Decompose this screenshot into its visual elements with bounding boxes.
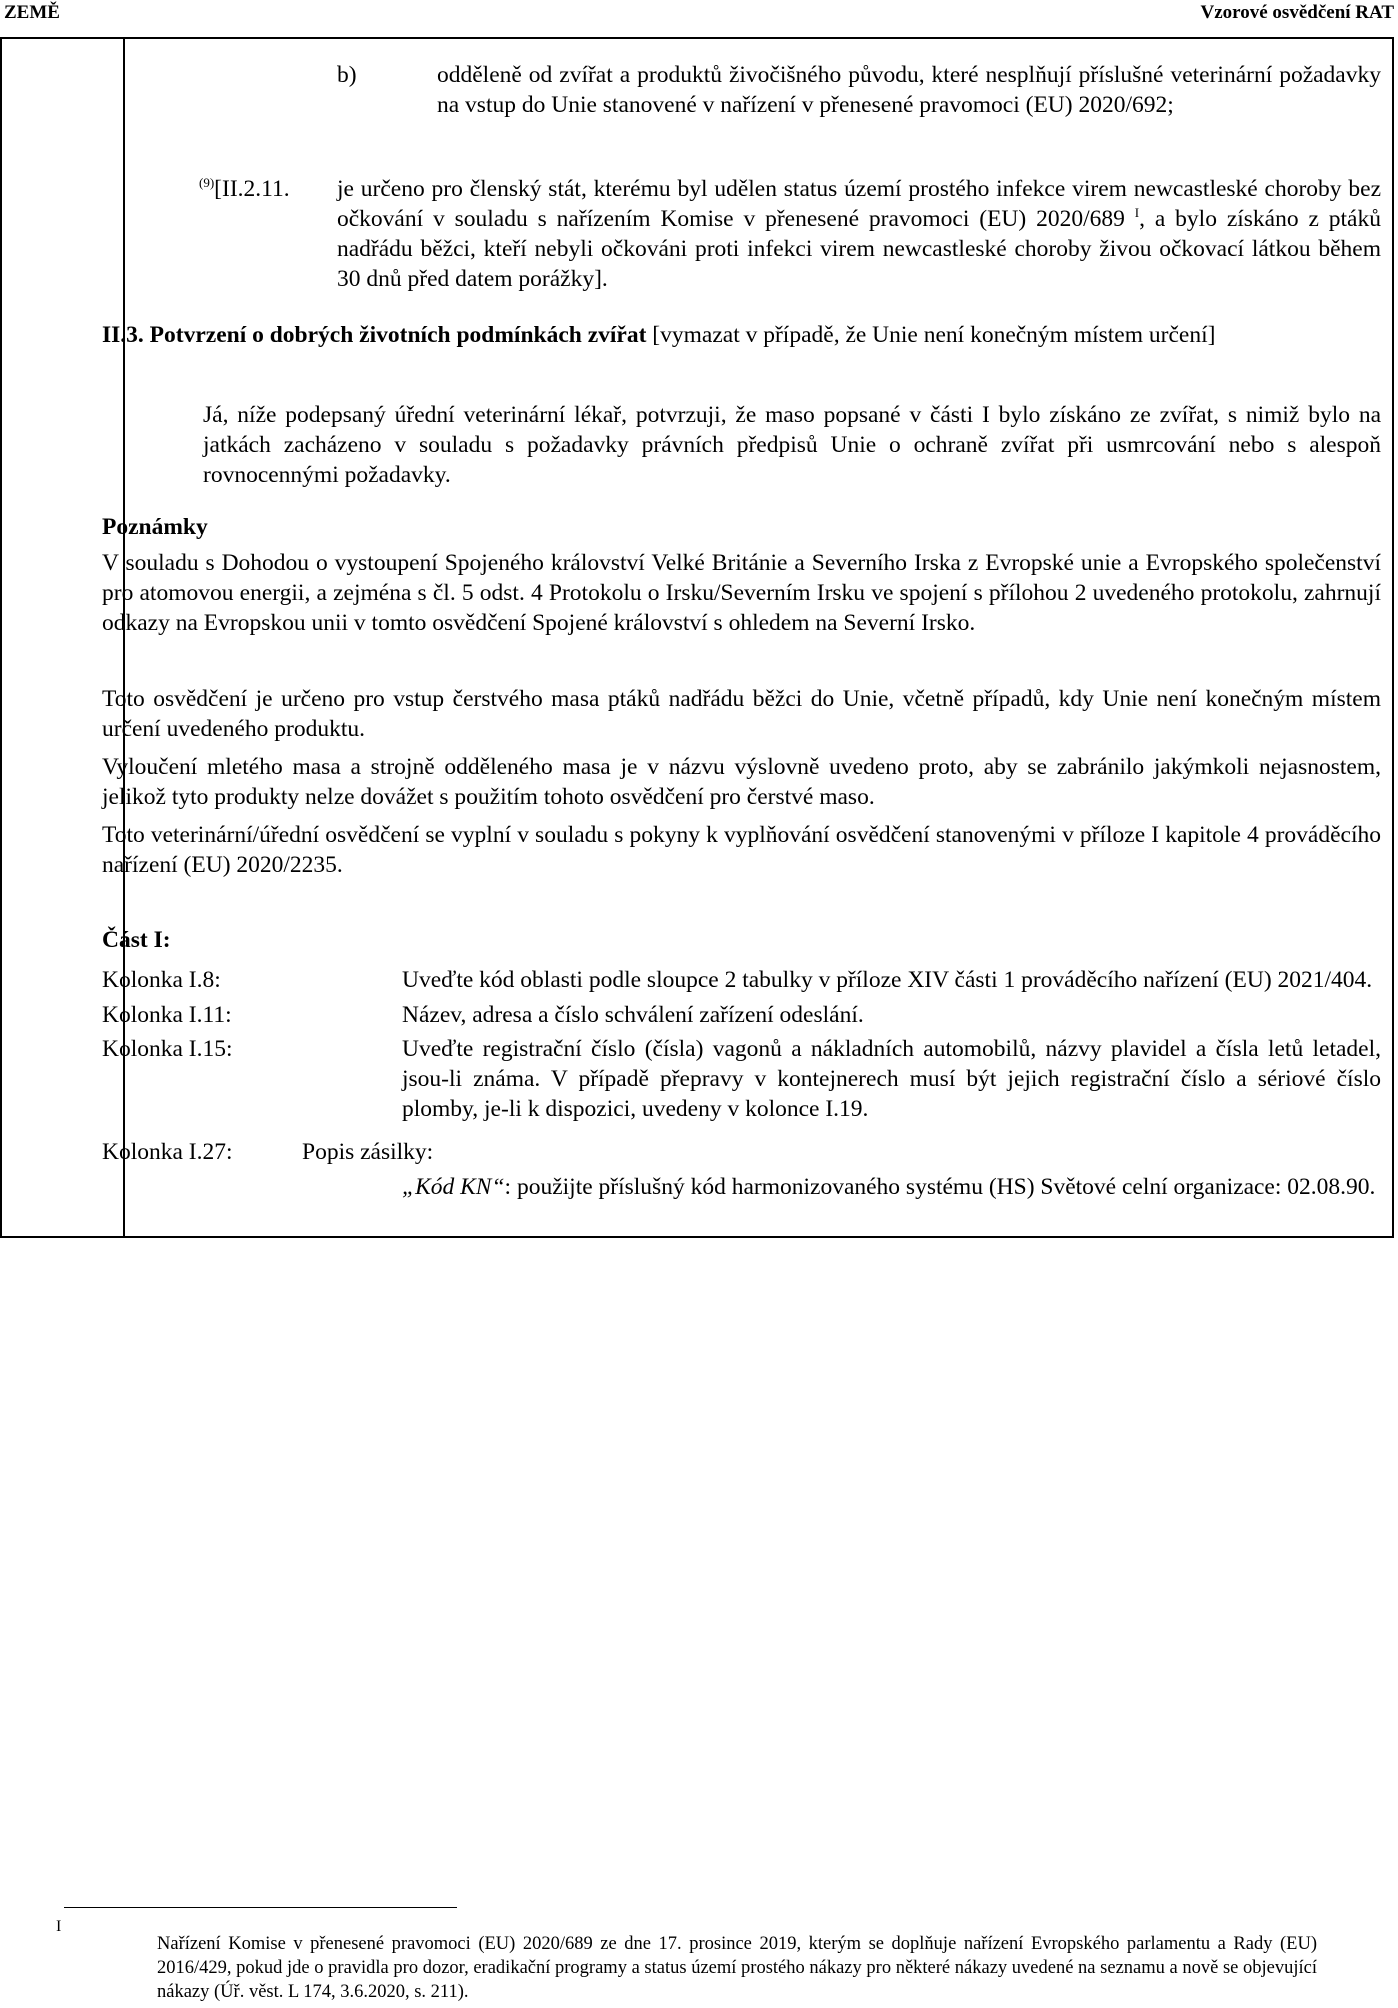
box-i27-label: Kolonka I.27: bbox=[102, 1139, 233, 1165]
footnote-text: Nařízení Komise v přenesené pravomoci (EU) 2020/689 ze dne 17. prosince 2019, kterým se doplňuje nařízení Evropského parlamentu a Rady (EU) 2016/429, pokud jde o pravidla pro dozor, eradikační programy a status území prostého nákazy pro některé nákazy uvedené na seznamu a nově se objevující nákazy (Úř. věst. L 174, 3.6.2020, s. 211). bbox=[157, 1934, 1317, 2002]
notes-paragraph-2: Toto osvědčení je určeno pro vstup čerstvého masa ptáků nadřádu běžci do Unie, včetně případů, kdy Unie není konečným místem určení uvedeného produktu. bbox=[102, 686, 1381, 742]
section-2-3-title: Potvrzení o dobrých životních podmínkách zvířat bbox=[149, 322, 647, 348]
notes-paragraph-4: Toto veterinární/úřední osvědčení se vyplní v souladu s pokyny k vyplňování osvědčení stanovenými v příloze I kapitole 4 prováděcího nařízení (EU) 2020/2235. bbox=[102, 822, 1381, 878]
item-2-11-text-part1: je určeno pro členský stát, kterému byl udělen status území prostého infekce virem newcastleské choroby bez očkování v souladu s nařízením Komise v přenesené pravomoci (EU) 2020/689 bbox=[337, 176, 1381, 232]
footnote-mark: I bbox=[56, 1918, 62, 1935]
item-2-11-text-part2: , a bylo získáno z ptáků nadřádu běžci, kteří nebyli očkováni proti infekci virem newcastleské choroby živou očkovací látkou během 30 dnů před datem porážky]. bbox=[337, 206, 1381, 292]
section-2-3-heading bbox=[102, 320, 1381, 350]
box-i15-text: Uveďte registrační číslo (čísla) vagonů a nákladních automobilů, názvy plavidel a čísla letů letadel, jsou-li známa. V případě přepravy v kontejnerech musí být jejich registrační číslo a sériové číslo plomby, je-li k dispozici, uvedeny v kolonce I.19. bbox=[402, 1036, 1381, 1122]
box-i11-text: Název, adresa a číslo schválení zařízení odeslání. bbox=[402, 1002, 864, 1028]
part-1-title: Část I: bbox=[102, 927, 171, 953]
box-i27-description: : použijte příslušný kód harmonizovaného systému (HS) Světové celní organizace: 02.08.90. bbox=[504, 1174, 1376, 1200]
box-i15-label: Kolonka I.15: bbox=[102, 1036, 233, 1062]
item-b-label: b) bbox=[337, 62, 357, 88]
header-country: ZEMĚ bbox=[4, 2, 60, 23]
box-i8-text: Uveďte kód oblasti podle sloupce 2 tabulky v příloze XIV části 1 prováděcího nařízení (EU) 2021/404. bbox=[402, 967, 1373, 993]
notes-title: Poznámky bbox=[102, 514, 208, 540]
box-i8-label: Kolonka I.8: bbox=[102, 967, 221, 993]
item-2-11-number: [II.2.11. bbox=[214, 176, 290, 202]
notes-paragraph-1: V souladu s Dohodou o vystoupení Spojeného království Velké Británie a Severního Irska z Evropské unie a Evropského společenství pro atomovou energii, a zejména s čl. 5 odst. 4 Protokolu o Irsku/Severním Irsku ve spojení s přílohou 2 uvedeného protokolu, zahrnují odkazy na Evropskou unii v tomto osvědčení Spojené království s ohledem na Severní Irsko. bbox=[102, 550, 1381, 636]
footnote-rule bbox=[64, 1907, 457, 1908]
header-certificate-title: Vzorové osvědčení RAT bbox=[1200, 2, 1394, 23]
notes-paragraph-3: Vyloučení mletého masa a strojně odděleného masa je v názvu výslovně uvedeno proto, aby se zabránilo jakýmkoli nejasnostem, jelikož tyto produkty nelze dovážet s použitím tohoto osvědčení pro čerstvé maso. bbox=[102, 754, 1381, 810]
item-2-11-text bbox=[337, 174, 1381, 294]
item-2-11-footnote-ref: (9) bbox=[199, 175, 215, 191]
section-2-3-body: Já, níže podepsaný úřední veterinární lékař, potvrzuji, že maso popsané v části I bylo získáno ze zvířat, s nimiž bylo na jatkách zacházeno v souladu s požadavky právních předpisů Unie o ochraně zvířat při usmrcování nebo s alespoň rovnocennými požadavky. bbox=[203, 402, 1381, 488]
section-2-3-note: [vymazat v případě, že Unie není konečným místem určení] bbox=[652, 322, 1216, 348]
item-b-text: odděleně od zvířat a produktů živočišného původu, které nesplňují příslušné veterinární požadavky na vstup do Unie stanovené v nařízení v přenesené pravomoci (EU) 2020/692; bbox=[437, 62, 1381, 118]
item-2-11-footnote-I: I bbox=[1134, 205, 1140, 221]
box-i11-label: Kolonka I.11: bbox=[102, 1002, 232, 1028]
section-2-3-number: II.3. bbox=[102, 322, 144, 348]
item-2-11-label bbox=[199, 174, 290, 204]
box-i27-sublabel: Popis zásilky: bbox=[302, 1139, 434, 1165]
box-i27-term: „Kód KN“ bbox=[402, 1174, 505, 1200]
box-i27-text bbox=[402, 1172, 1381, 1202]
